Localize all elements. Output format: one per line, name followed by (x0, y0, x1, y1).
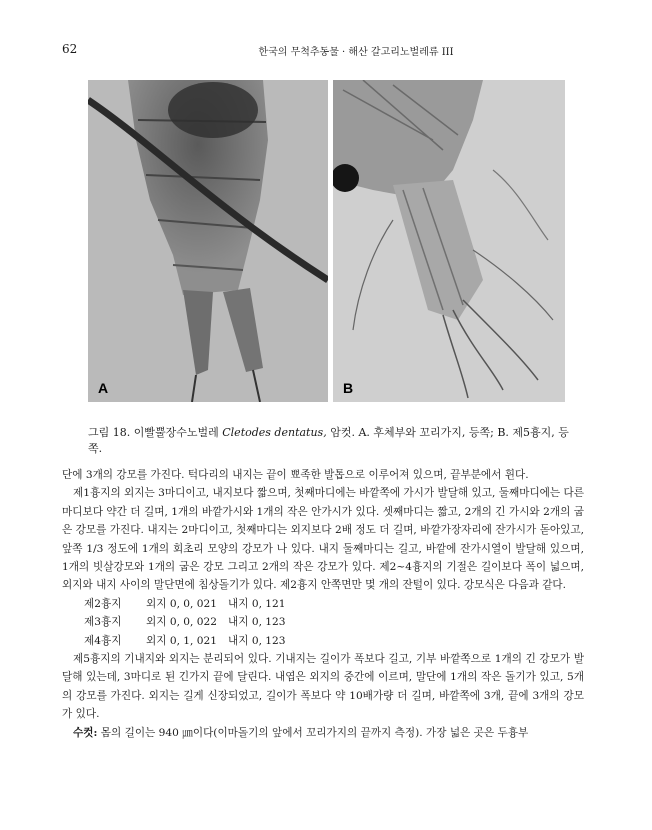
paragraph-1: 단에 3개의 강모를 가진다. 턱다리의 내지는 끝이 뾰족한 발톱으로 이루어져 있으며, 끝부분에서 휜다. (62, 469, 529, 481)
endopod-formula: 내지 0, 121 (228, 597, 286, 610)
running-header: 한국의 무척추동물 · 해산 갈고리노벌레류 III (258, 47, 454, 58)
setal-formula-row (62, 613, 584, 631)
setal-formula-row (62, 595, 584, 613)
male-text: 몸의 길이는 940 ㎛이다(이마돌기의 앞에서 꼬리가지의 끝까지 측정). 가장 넓은 곳은 두흉부 (97, 726, 529, 739)
paragraph-3: 제5흉지의 기내지와 외지는 분리되어 있다. 기내지는 길이가 폭보다 길고, 기부 바깥쪽으로 1개의 긴 강모가 발달해 있는데, 3마디로 된 긴가지 끝에 달린다. 내엽은 외지의 중간에 이르며, 말단에 1개의 작은 돌기가 있고, 5개의 강모를 가진다. 외지는 길게 신장되었고, 길이가 폭보다 약 10배가량 더 길며, 바깥쪽에 3개, 끝에 3개의 강모가 있다. (62, 653, 584, 721)
caption-species: Cletodes dentatus, (222, 426, 327, 439)
leg-name: 제2흉지 (84, 597, 122, 610)
endopod-formula: 내지 0, 123 (228, 616, 286, 629)
micrograph-panel-b (333, 80, 565, 402)
caption-prefix: 그림 18. 이빨뿔장수노벌레 (88, 426, 219, 439)
panel-b-label: B (343, 380, 354, 396)
page-number: 62 (62, 42, 78, 56)
endopod-formula: 내지 0, 123 (228, 634, 286, 647)
leg-name: 제4흉지 (84, 634, 122, 647)
figure-18 (88, 80, 565, 402)
micrograph-panel-a (88, 80, 328, 402)
body-text (62, 466, 584, 742)
setal-formula-row (62, 632, 584, 650)
caption-suffix: 암컷. A. 후체부와 꼬리가지, 등쪽; B. 제5흉지, 등쪽. (88, 426, 569, 455)
figure-caption (88, 424, 578, 456)
exopod-formula: 외지 0, 0, 021 (146, 597, 218, 610)
exopod-formula: 외지 0, 1, 021 (146, 634, 218, 647)
leg-name: 제3흉지 (84, 616, 122, 629)
paragraph-4 (62, 724, 584, 742)
exopod-formula: 외지 0, 0, 022 (146, 616, 218, 629)
male-label: 수컷: (73, 726, 98, 739)
panel-a-label: A (98, 380, 109, 396)
paragraph-2: 제1흉지의 외지는 3마디이고, 내지보다 짧으며, 첫째마디에는 바깥쪽에 가시가 발달해 있고, 둘째마디에는 다른 마디보다 약간 더 길며, 1개의 바깥가시와 1개의 작은 안가시가 있다. 셋째마디는 짧고, 2개의 긴 가시와 2개의 굽은 강모를 가진다. 내지는 2마디이고, 첫째마디는 외지보다 2배 정도 더 길며, 바깥가장자리에 잔가시가 돋아있고, 앞쪽 1/3 정도에 1개의 회초리 모양의 강모가 나 있다. 내지 둘째마디는 길고, 바깥에 잔가시열이 발달해 있으며, 1개의 빗살강모와 1개의 굽은 강모 그리고 2개의 작은 강모가 있다. 제2~4흉지의 기절은 길이보다 폭이 넓으며, 외지와 내지 사이의 말단면에 침상돌기가 있다. 제2흉지 안쪽면만 몇 개의 잔털이 있다. 강모식은 다음과 같다. (62, 487, 584, 592)
